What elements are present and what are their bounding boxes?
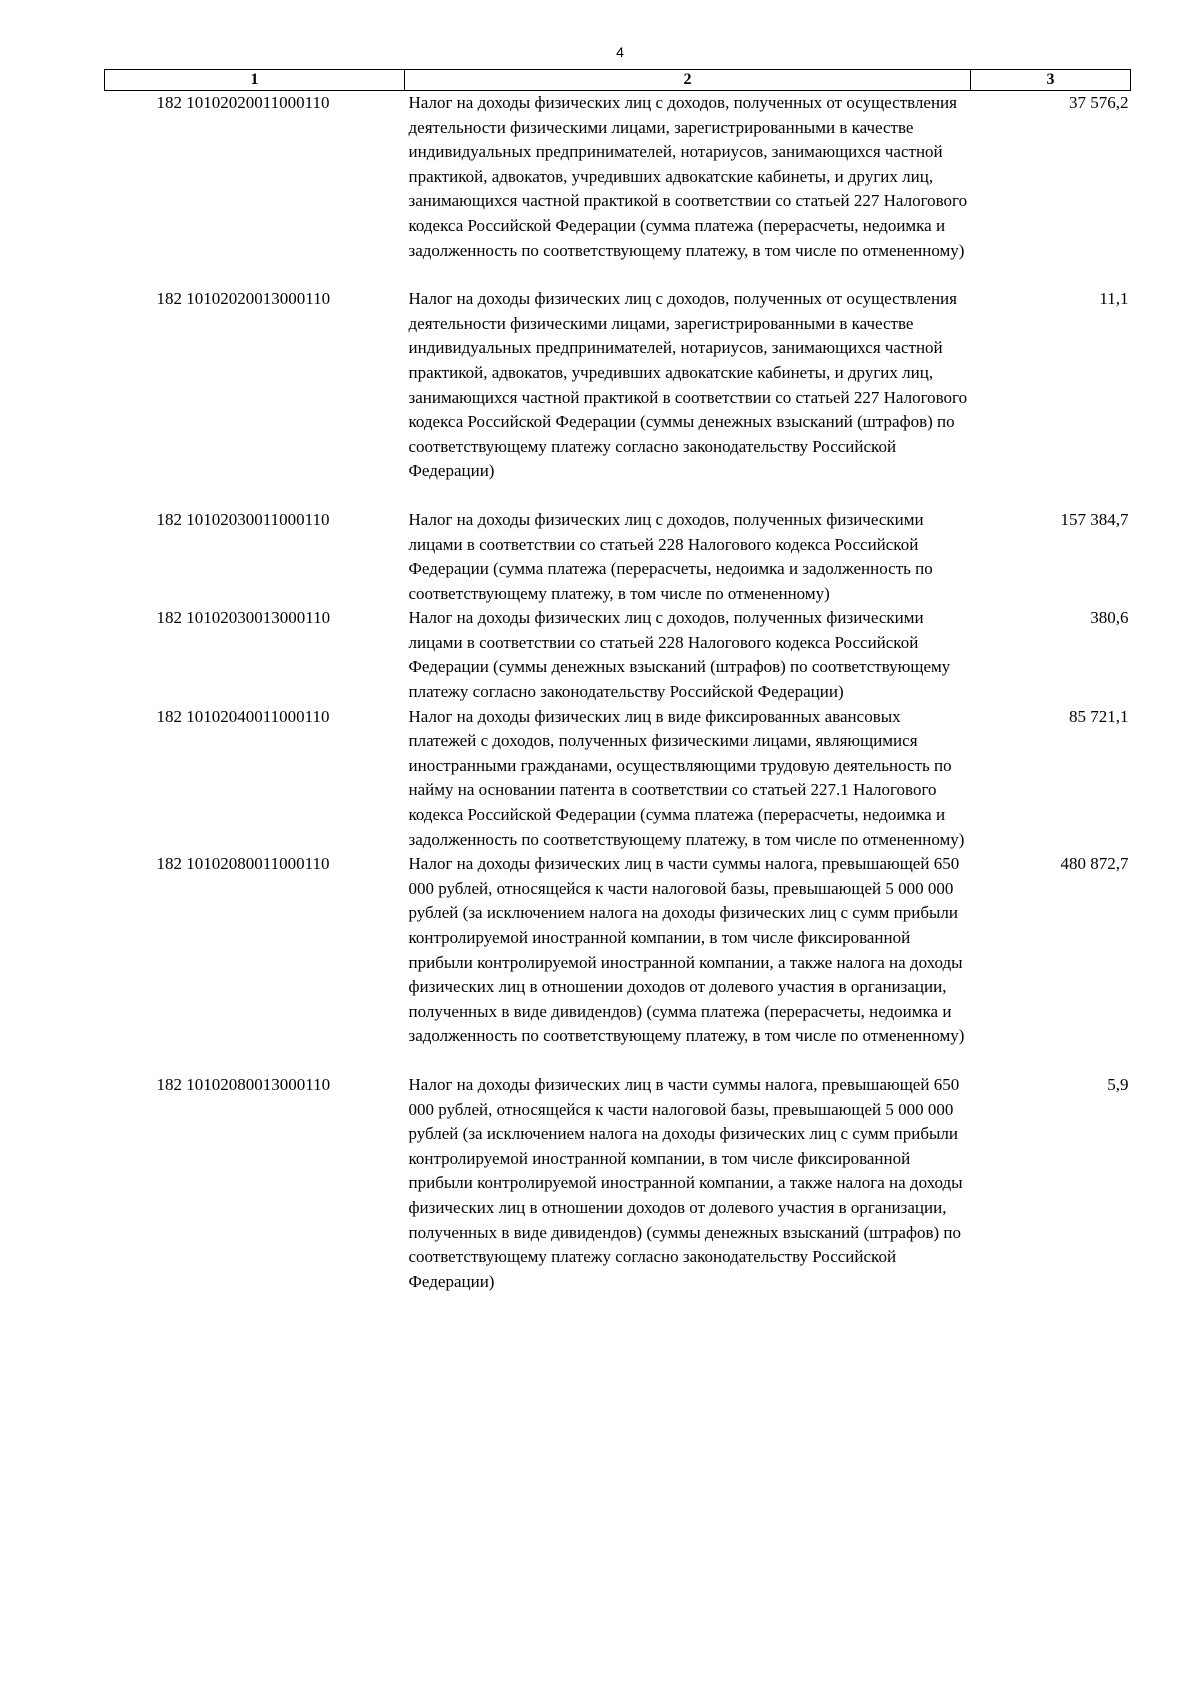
table-row [105, 852, 1131, 1073]
budget-code: 182 10102080011000110 [156, 854, 330, 874]
table-row [105, 91, 1131, 288]
budget-code: 182 10102080013000110 [156, 1074, 331, 1094]
revenue-description: Налог на доходы физических лиц в части суммы налога, превышающей 650 000 рублей, относящейся к части налоговой базы, превышающей 5 000 000 рублей (за исключением налога на доходы физических лиц с сумм прибыли контролируемой иностранной компании, в том числе фиксированной прибыли контролируемой иностранной компании, а также налога на доходы физических лиц в отношении доходов от долевого участия в организации, полученных в виде дивидендов) (суммы денежных взысканий (штрафов) по соответствующему платежу согласно законодательству Российской Федерации) [408, 1074, 963, 1291]
header-col-2: 2 [405, 70, 971, 91]
table-header [105, 70, 1131, 91]
table-body [105, 91, 1131, 1295]
budget-code: 182 10102030011000110 [156, 509, 330, 529]
table-row [105, 508, 1131, 606]
revenue-description: Налог на доходы физических лиц с доходов, полученных физическими лицами в соответствии со статьей 228 Налогового кодекса Российской Федерации (суммы денежных взысканий (штрафов) по соответствующему платежу согласно законодательству Российской Федерации) [408, 608, 951, 702]
table-row [105, 705, 1131, 853]
header-col-3: 3 [971, 70, 1131, 91]
revenue-description: Налог на доходы физических лиц в части суммы налога, превышающей 650 000 рублей, относящейся к части налоговой базы, превышающей 5 000 000 рублей (за исключением налога на доходы физических лиц с сумм прибыли контролируемой иностранной компании, в том числе фиксированной прибыли контролируемой иностранной компании, а также налога на доходы физических лиц в отношении доходов от долевого участия в организации, полученных в виде дивидендов) (сумма платежа (перерасчеты, недоимка и задолженность по соответствующему платежу, в том числе по отмененному) [408, 854, 965, 1046]
table-row [105, 1073, 1131, 1294]
revenue-description: Налог на доходы физических лиц в виде фиксированных авансовых платежей с доходов, полученных физическими лицами, являющимися иностранными гражданами, осуществляющими трудовую деятельность по найму на основании патента в соответствии со статьей 227.1 Налогового кодекса Российской Федерации (сумма платежа (перерасчеты, недоимка и задолженность по соответствующему платежу, в том числе по отмененному) [408, 706, 965, 849]
amount-value: 380,6 [1090, 608, 1129, 628]
budget-code: 182 10102020013000110 [156, 289, 331, 309]
header-col-1: 1 [105, 70, 405, 91]
budget-code: 182 10102020011000110 [156, 93, 330, 112]
amount-value: 11,1 [1099, 289, 1129, 309]
budget-code: 182 10102030013000110 [156, 608, 331, 628]
revenue-description: Налог на доходы физических лиц с доходов, полученных от осуществления деятельности физическими лицами, зарегистрированными в качестве индивидуальных предпринимателей, нотариусов, занимающихся частной практикой, адвокатов, учредивших адвокатские кабинеты, и других лиц, занимающихся частной практикой в соответствии со статьей 227 Налогового кодекса Российской Федерации (суммы денежных взысканий (штрафов) по соответствующему платежу согласно законодательству Российской Федерации) [408, 289, 968, 481]
amount-value: 5,9 [1107, 1074, 1129, 1094]
amount-value: 480 872,7 [1060, 854, 1129, 874]
table-row [105, 287, 1131, 508]
amount-value: 85 721,1 [1069, 706, 1129, 726]
amount-value: 157 384,7 [1060, 509, 1129, 529]
table-row [105, 606, 1131, 704]
revenue-table [104, 69, 1131, 1294]
revenue-description: Налог на доходы физических лиц с доходов, полученных физическими лицами в соответствии со статьей 228 Налогового кодекса Российской Федерации (сумма платежа (перерасчеты, недоимка и задолженность по соответствующему платежу, в том числе по отмененному) [408, 509, 933, 603]
budget-code: 182 10102040011000110 [156, 706, 330, 726]
revenue-description: Налог на доходы физических лиц с доходов, полученных от осуществления деятельности физическими лицами, зарегистрированными в качестве индивидуальных предпринимателей, нотариусов, занимающихся частной практикой, адвокатов, учредивших адвокатские кабинеты, и других лиц, занимающихся частной практикой в соответствии со статьей 227 Налогового кодекса Российской Федерации (сумма платежа (перерасчеты, недоимка и задолженность по соответствующему платежу, в том числе по отмененному) [408, 93, 968, 260]
page-number: 4 [616, 44, 624, 60]
header-row [105, 70, 1131, 91]
amount-value: 37 576,2 [1069, 93, 1129, 112]
